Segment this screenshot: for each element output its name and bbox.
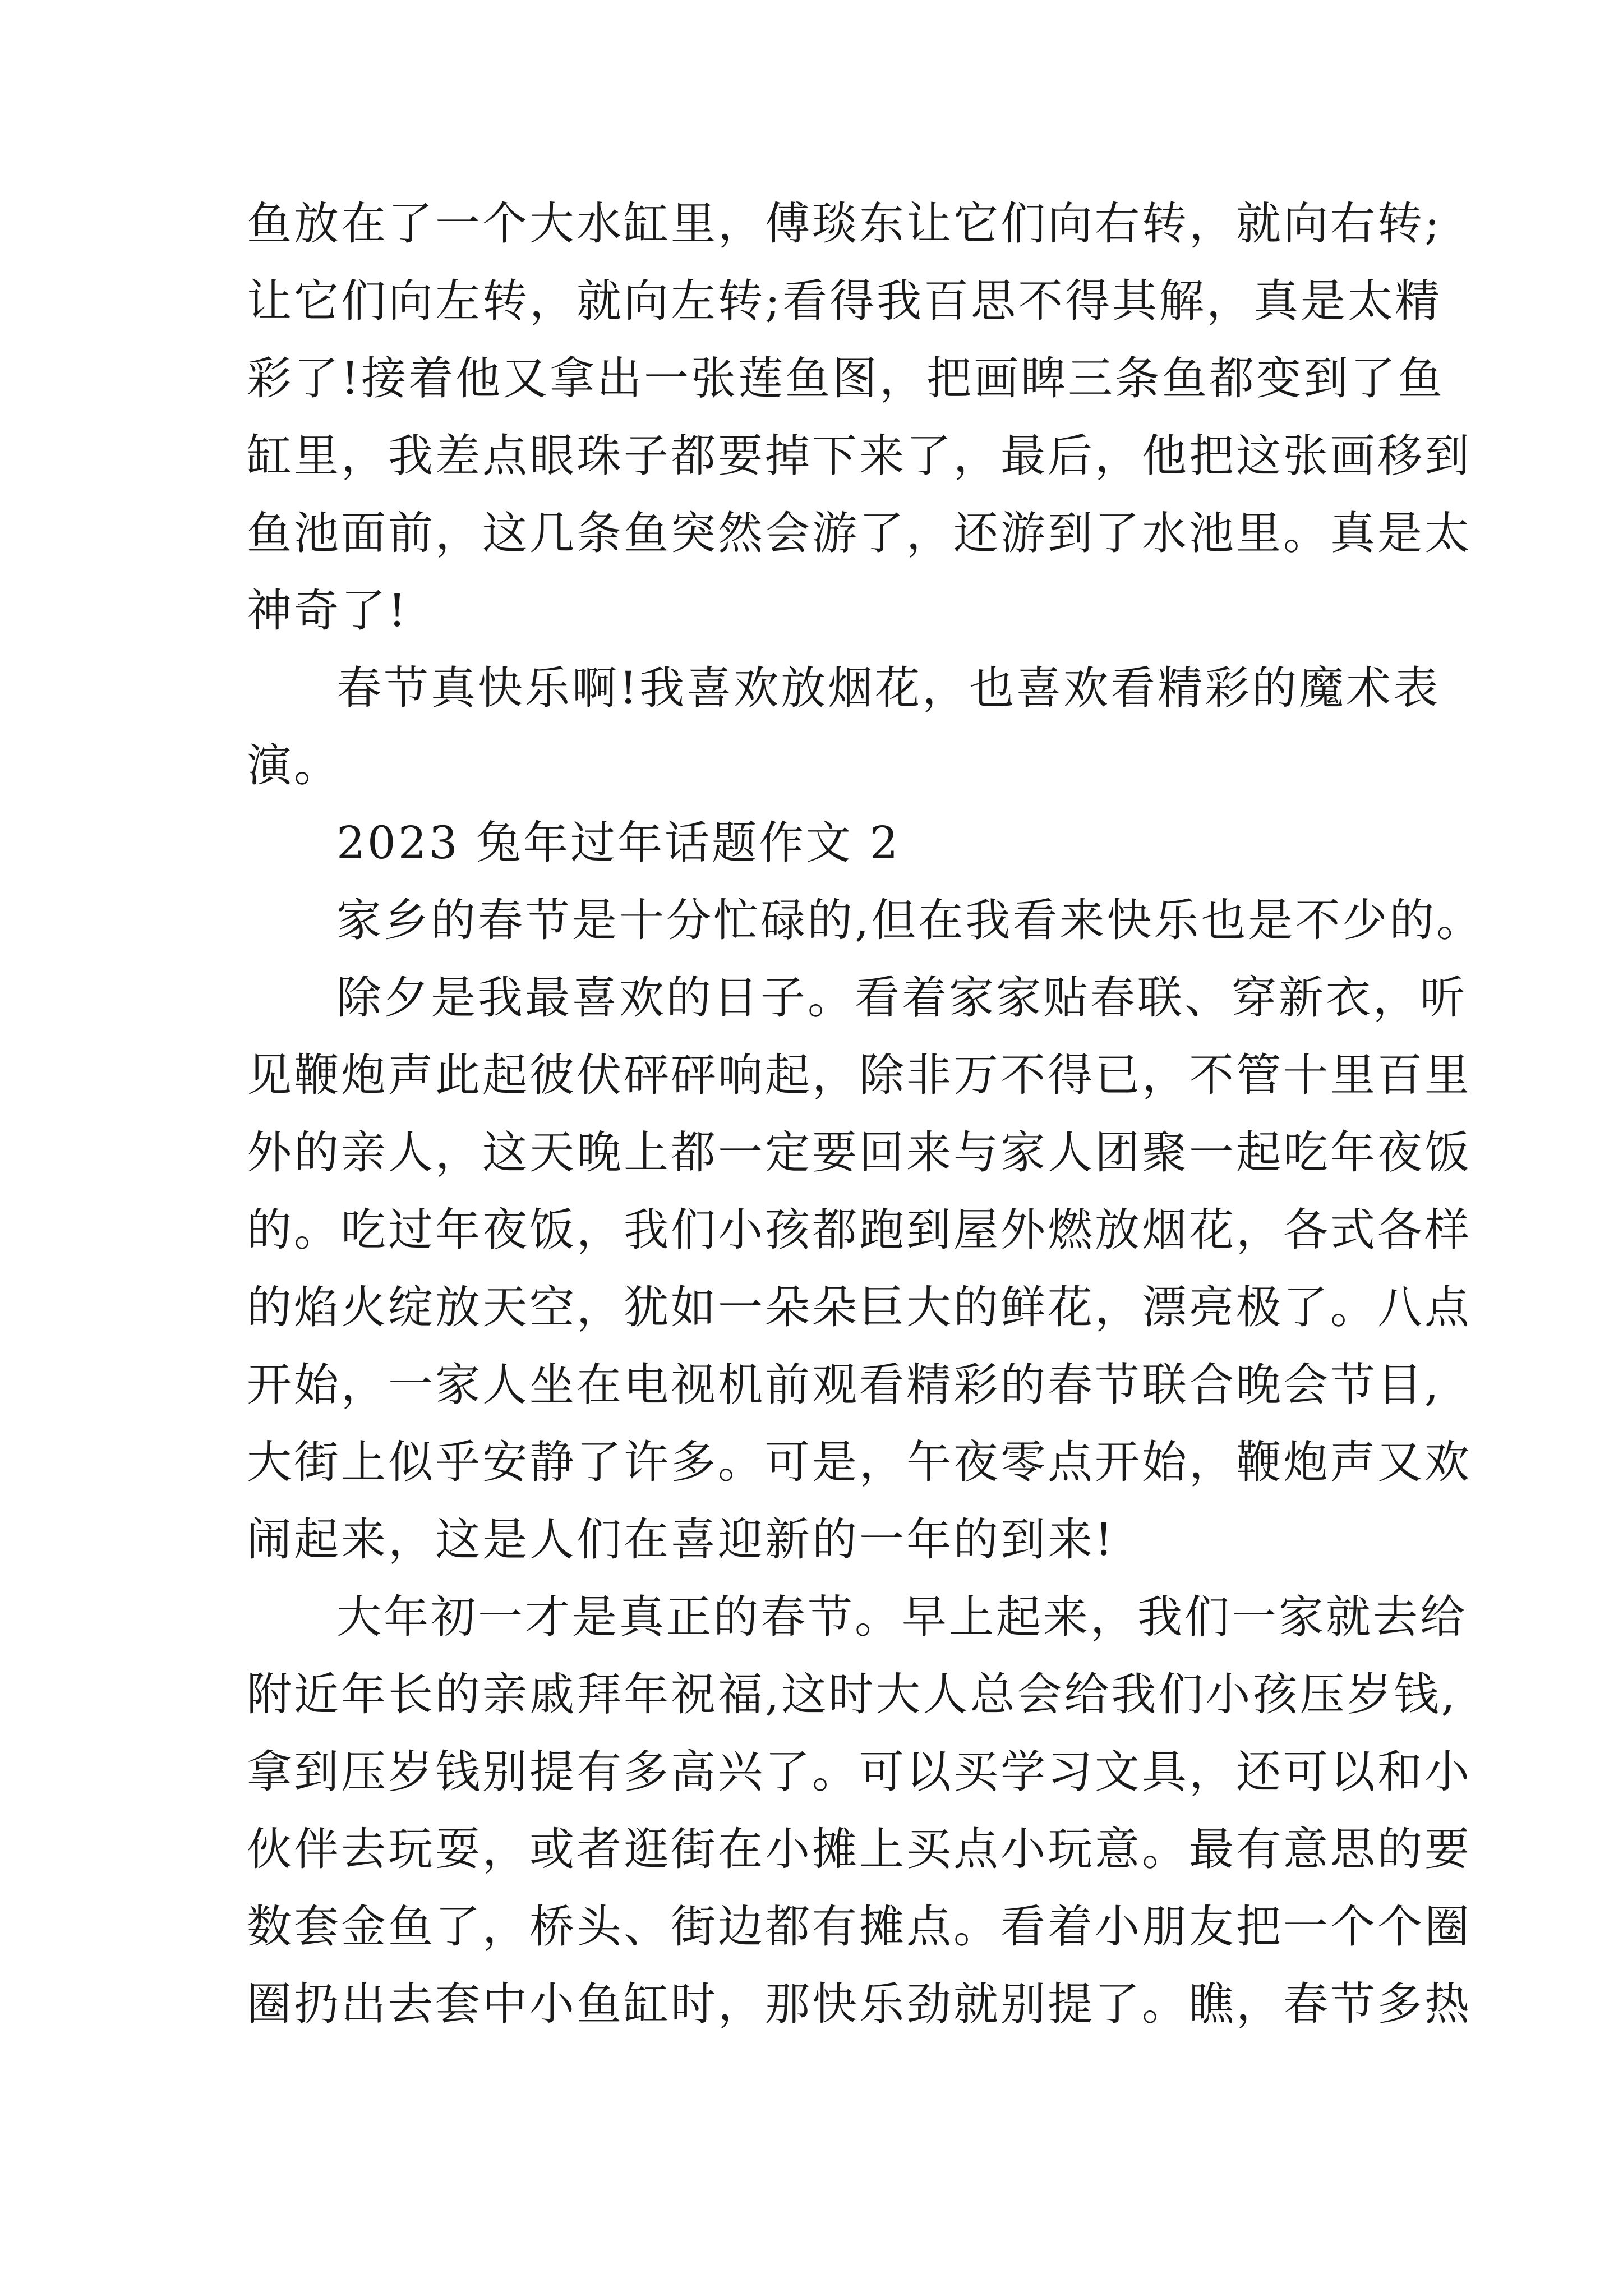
text-line: 闹起来，这是人们在喜迎新的一年的到来! (247, 1513, 1115, 1566)
text-line: 圈扔出去套中小鱼缸时，那快乐劲就别提了。瞧，春节多热 (247, 1978, 1472, 2030)
text-line: 开始，一家人坐在电视机前观看精彩的春节联合晚会节目, (247, 1359, 1441, 1411)
text-line: 大街上似乎安静了许多。可是，午夜零点开始，鞭炮声又欢 (247, 1436, 1472, 1488)
text-line: 演。 (247, 739, 341, 792)
text-line: 拿到压岁钱别提有多高兴了。可以买学习文具，还可以和小 (247, 1746, 1472, 1798)
text-line: 神奇了! (247, 585, 409, 637)
text-line: 附近年长的亲戚拜年祝福,这时大人总会给我们小孩压岁钱, (247, 1668, 1458, 1720)
text-line: 缸里，我差点眼珠子都要掉下来了，最后，他把这张画移到 (247, 430, 1472, 482)
text-line: 的。吃过年夜饭，我们小孩都跑到屋外燃放烟花，各式各样 (247, 1204, 1472, 1256)
paragraph-first-line: 春节真快乐啊!我喜欢放烟花，也喜欢看精彩的魔术表 (336, 662, 1441, 714)
text-line: 数套金鱼了，桥头、街边都有摊点。看着小朋友把一个个圈 (247, 1901, 1472, 1953)
text-line: 的焰火绽放天空，犹如一朵朵巨大的鲜花，漂亮极了。八点 (247, 1281, 1472, 1333)
text-line: 见鞭炮声此起彼伏砰砰响起，除非万不得已，不管十里百里 (247, 1049, 1472, 1101)
paragraph-first-line: 除夕是我最喜欢的日子。看着家家贴春联、穿新衣，听 (336, 972, 1467, 1024)
text-line: 外的亲人，这天晚上都一定要回来与家人团聚一起吃年夜饭 (247, 1126, 1472, 1179)
paragraph-first-line: 大年初一才是真正的春节。早上起来，我们一家就去给 (336, 1591, 1467, 1643)
text-line: 伙伴去玩耍，或者逛街在小摊上买点小玩意。最有意思的要 (247, 1823, 1472, 1875)
paragraph-first-line: 家乡的春节是十分忙碌的,但在我看来快乐也是不少的。 (336, 894, 1484, 946)
text-line: 鱼池面前，这几条鱼突然会游了，还游到了水池里。真是太 (247, 507, 1472, 559)
text-line: 鱼放在了一个大水缸里，傅琰东让它们向右转，就向右转; (247, 197, 1442, 250)
text-line: 彩了!接着他又拿出一张莲鱼图，把画睥三条鱼都变到了鱼 (247, 352, 1445, 404)
essay-heading: 2023 兔年过年话题作文 2 (336, 817, 901, 869)
text-line: 让它们向左转，就向左转;看得我百思不得其解，真是太精 (247, 275, 1442, 327)
